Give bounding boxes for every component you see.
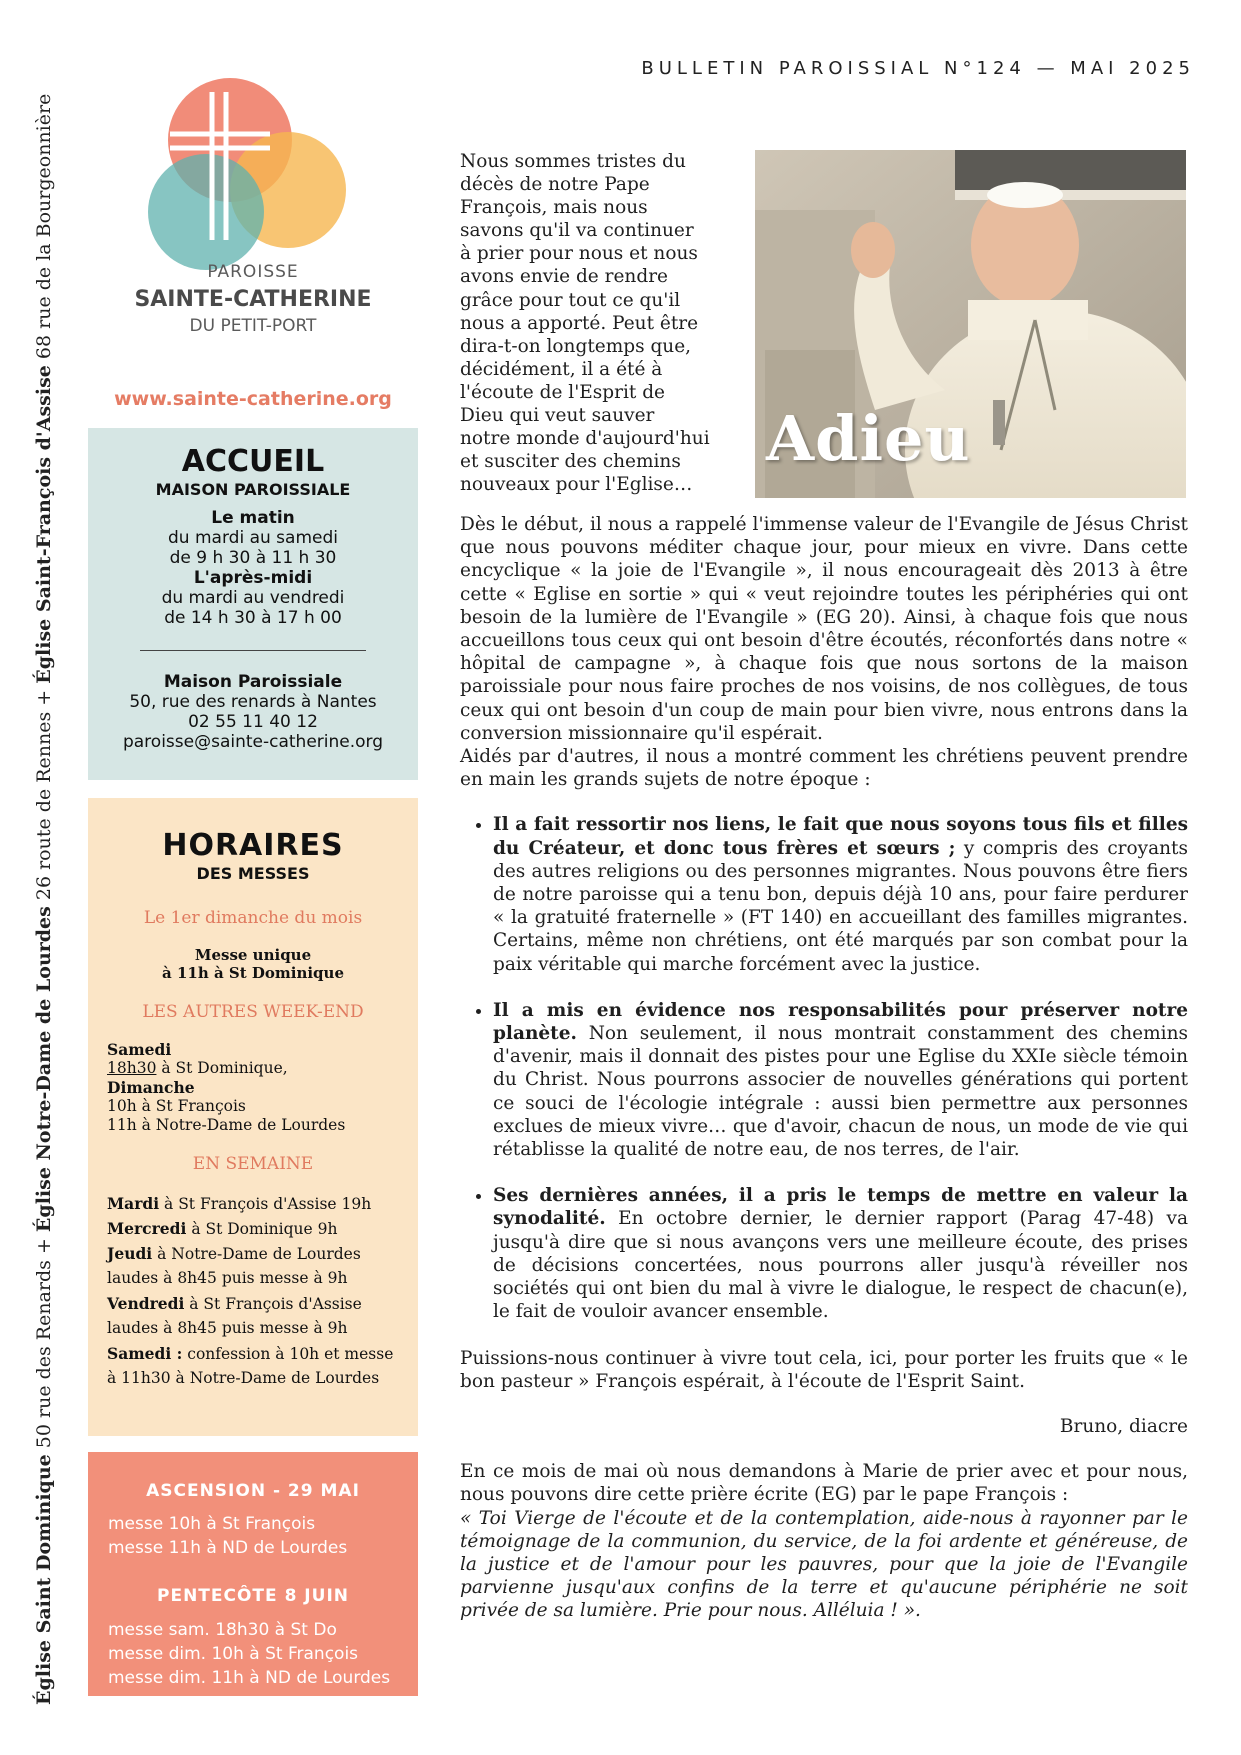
intro-paragraph: Nous sommes tristes du décès de notre Pape François, mais nous savons qu'il va continuer à prier pour nous et nous avons envie de rendre grâce pour tout ce qu'il nous a apporté. Peut être dira-t-on longtemps que, décidément, il a été à l'écoute de l'Esprit de Dieu qui veut sauver notre monde d'aujourd'hui et susciter des chemins nouveaux pour l'Eglise… — [460, 151, 710, 496]
list-item: • Il a mis en évidence nos responsabilités pour préserver notre planète. Non seulement, il nous montrait constamment des chemins d'avenir, mais il donnait des pistes pour une Eglise du XXIe siècle témoin du Christ. Nous pourrons associer de nouvelles générations qui portent ce souci de l'écologie intégrale : aussi bien permettre aux personnes exclues de mieux vivre… que d'avoir, chacun de nous, un mode de vie qui rétablisse la qualité de notre eau, de nos terres, de l'air. — [493, 999, 1188, 1161]
samedi-confession: Samedi : confession à 10h et messe — [107, 1344, 394, 1363]
horaires-box — [88, 798, 418, 1436]
weekend-heading: LES AUTRES WEEK-END — [142, 1002, 364, 1022]
accueil-box — [88, 428, 418, 780]
afternoon-hours: de 14 h 30 à 17 h 00 — [164, 608, 342, 628]
church-1: Église Saint Dominique — [33, 1454, 55, 1705]
accueil-title: ACCUEIL — [181, 444, 325, 479]
dimanche-mass-1: 10h à St François — [107, 1097, 246, 1115]
prayer: « Toi Vierge de l'écoute et de la contemplation, aide-nous à rayonner par le témoignage de la communion, du service, de la foi ardente et généreuse, de la justice et de l'amour pour les pauvres, pour que la joie de l'Evangile parvienne jusqu'aux confins de la terre et qu'aucune périphérie ne soit privée de sa lumière. Prie pour nous. Alléluia ! ». — [460, 1507, 1188, 1622]
house-address: 50, rue des renards à Nantes — [129, 692, 377, 712]
samedi-mass: 18h30 à St Dominique, — [107, 1059, 288, 1077]
website-link[interactable]: www.sainte-catherine.org — [114, 388, 392, 410]
horaires-title: HORAIRES — [162, 828, 344, 863]
ascension-mass-2: messe 11h à ND de Lourdes — [108, 1538, 348, 1558]
first-sunday-line-2: à 11h à St Dominique — [162, 964, 344, 982]
jeudi-mass: Jeudi à Notre-Dame de Lourdes — [107, 1244, 361, 1263]
vendredi-mass: Vendredi à St François d'Assise — [107, 1294, 362, 1313]
ascension-heading: ASCENSION - 29 MAI — [146, 1481, 360, 1501]
samedi-label: Samedi — [107, 1040, 172, 1059]
afternoon-label: L'après-midi — [193, 568, 313, 588]
logo-line-2: SAINTE-CATHERINE — [134, 287, 372, 312]
vendredi-details: laudes à 8h45 puis messe à 9h — [107, 1319, 348, 1337]
church-2-address: 26 route de Rennes + — [33, 683, 55, 907]
list-item: • Ses dernières années, il a pris le temps de mettre en valeur la synodalité. En octobre dernier, le dernier rapport (Parag 47-48) va jusqu'à dire que si nous avançons vers une meilleure écoute, des prises de décisions concertées, nous pourrons aller jusqu'à réveiller nos sociétés qui ont bien du mal à vivre le dialogue, le respect de chacun(e), le fait de vouloir avancer ensemble. — [493, 1184, 1188, 1323]
morning-hours: de 9 h 30 à 11 h 30 — [169, 548, 337, 568]
semaine-heading: EN SEMAINE — [192, 1154, 314, 1174]
accueil-subtitle: MAISON PAROISSIALE — [155, 480, 351, 499]
phone-number: 02 55 11 40 12 — [188, 712, 318, 732]
dimanche-label: Dimanche — [107, 1078, 195, 1097]
morning-days: du mardi au samedi — [168, 528, 338, 548]
paragraph-3: Puissions-nous continuer à vivre tout cela, ici, pour porter les fruits que « le bon pasteur » François espérait, à l'écoute de l'Esprit Saint. — [460, 1347, 1188, 1392]
first-sunday-line-1: Messe unique — [194, 946, 312, 964]
house-label: Maison Paroissiale — [163, 672, 343, 692]
feasts-box — [88, 1452, 418, 1696]
photo-caption: Adieu — [766, 402, 971, 475]
bulletin-title: BULLETIN PAROISSIAL N°124 — MAI 2025 — [641, 58, 1195, 79]
dimanche-mass-2: 11h à Notre-Dame de Lourdes — [107, 1116, 346, 1134]
churches-vertical-banner — [33, 93, 55, 1705]
church-3-address: 68 rue de la Bourgeonnière — [33, 93, 55, 366]
jeudi-details: laudes à 8h45 puis messe à 9h — [107, 1269, 348, 1287]
signature: Bruno, diacre — [1059, 1415, 1188, 1437]
pentecote-mass-3: messe dim. 11h à ND de Lourdes — [108, 1668, 391, 1688]
pentecote-mass-1: messe sam. 18h30 à St Do — [108, 1620, 337, 1640]
article-body — [460, 513, 1188, 1623]
legacy-list — [460, 813, 1188, 1323]
logo-line-3: DU PETIT-PORT — [189, 316, 317, 336]
pentecote-mass-2: messe dim. 10h à St François — [108, 1644, 359, 1664]
list-item: • Il a fait ressortir nos liens, le fait que nous soyons tous fils et filles du Créateur, et donc tous frères et sœurs ; y compris des croyants des autres religions ou des personnes migrantes. Nous pouvons être fiers de notre paroisse qui a tenu bon, depuis déjà 10 ans, pour faire perdurer « la gratuité fraternelle » (FT 140) en accueillant des familles migrantes. Certains, même non chrétiens, ont été marqués par son combat pour la paix véritable qui marche forcément avec la justice. — [493, 813, 1188, 975]
afternoon-days: du mardi au vendredi — [161, 588, 345, 608]
church-2: Église Notre-Dame de Lourdes — [33, 906, 55, 1233]
paragraph-2: Aidés par d'autres, il nous a montré comment les chrétiens peuvent prendre en main les grands sujets de notre époque : — [460, 746, 1188, 791]
ascension-mass-1: messe 10h à St François — [108, 1514, 316, 1534]
divider — [140, 650, 366, 651]
first-sunday-heading: Le 1er dimanche du mois — [143, 908, 363, 928]
mardi-mass: Mardi à St François d'Assise 19h — [107, 1194, 372, 1213]
church-3: Église Saint-François d'Assise — [33, 365, 55, 684]
pentecote-heading: PENTECÔTE 8 JUIN — [157, 1586, 349, 1606]
paragraph-1: Dès le début, il nous a rappelé l'immense valeur de l'Evangile de Jésus Christ que nous pouvons méditer chaque jour, pour mieux en vivre. Dans cette encyclique « la joie de l'Evangile », il nous encourageait dès 2013 à être cette « Eglise en sortie » qui « veut rejoindre toutes les périphéries qui ont besoin de la lumière de l'Evangile » (EG 20). Ainsi, à chaque fois que nous accueillons tous ceux qui ont besoin d'être écoutés, réconfortés dans notre « hôpital de campagne », à chaque fois que nous sortons de la maison paroissiale pour nous faire proches de nos voisins, de nos collègues, de tous ceux qui ont besoin d'un coup de main pour bien vivre, nous entrons dans la conversion missionnaire qu'il espérait. — [460, 514, 1188, 744]
email-link[interactable]: paroisse@sainte-catherine.org — [122, 732, 384, 752]
morning-label: Le matin — [211, 508, 295, 528]
paragraph-4: En ce mois de mai où nous demandons à Marie de prier avec et pour nous, nous pouvons dire cette prière écrite (EG) par le pape François : — [460, 1461, 1188, 1506]
horaires-subtitle: DES MESSES — [196, 864, 310, 883]
mercredi-mass: Mercredi à St Dominique 9h — [107, 1219, 338, 1238]
church-1-address: 50 rue des Renards + — [33, 1232, 55, 1455]
samedi-confession-details: à 11h30 à Notre-Dame de Lourdes — [107, 1369, 380, 1387]
logo-line-1: PAROISSE — [207, 262, 299, 282]
